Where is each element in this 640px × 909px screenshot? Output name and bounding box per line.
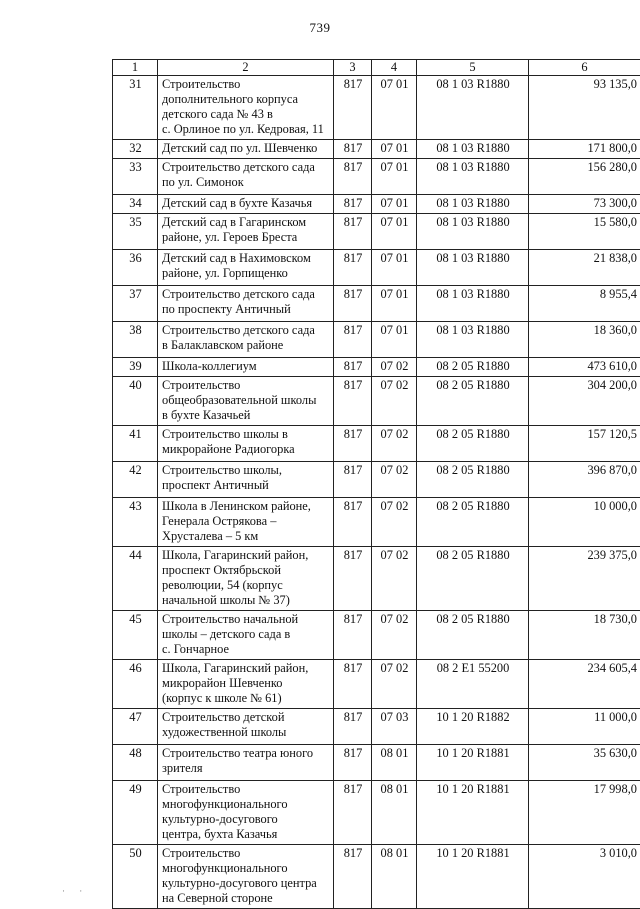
section-code: 08 01 [372,781,417,845]
object-name: Строительство театра юного зрителя [158,745,334,781]
admin-code: 817 [334,660,372,709]
target-article-code: 08 1 03 R1880 [417,214,529,250]
amount: 234 605,4 [529,660,640,709]
section-code: 07 02 [372,498,417,547]
row-number: 46 [113,660,158,709]
header-cell: 5 [417,60,529,76]
section-code: 07 01 [372,159,417,195]
amount: 21 838,0 [529,250,640,286]
target-article-code: 08 1 03 R1880 [417,159,529,195]
target-article-code: 08 2 05 R1880 [417,358,529,377]
amount: 396 870,0 [529,462,640,498]
row-number: 43 [113,498,158,547]
admin-code: 817 [334,611,372,660]
admin-code: 817 [334,286,372,322]
row-number: 32 [113,140,158,159]
table-row [113,462,640,498]
target-article-code: 08 2 05 R1880 [417,547,529,611]
table-row [113,322,640,358]
target-article-code: 08 1 03 R1880 [417,322,529,358]
object-name: Школа, Гагаринский район, проспект Октябрьской революции, 54 (корпус начальной школы № 37) [158,547,334,611]
header-cell: 6 [529,60,640,76]
target-article-code: 08 1 03 R1880 [417,76,529,140]
section-code: 07 02 [372,358,417,377]
table-row [113,660,640,709]
object-name: Детский сад в Гагаринском районе, ул. Героев Бреста [158,214,334,250]
amount: 8 955,4 [529,286,640,322]
header-cell: 4 [372,60,417,76]
target-article-code: 08 2 05 R1880 [417,377,529,426]
row-number: 38 [113,322,158,358]
admin-code: 817 [334,377,372,426]
object-name: Детский сад в Нахимовском районе, ул. Горпищенко [158,250,334,286]
admin-code: 817 [334,76,372,140]
table-row [113,498,640,547]
amount: 10 000,0 [529,498,640,547]
row-number: 35 [113,214,158,250]
table-row [113,426,640,462]
target-article-code: 08 1 03 R1880 [417,250,529,286]
object-name: Строительство детского сада по проспекту Античный [158,286,334,322]
amount: 18 360,0 [529,322,640,358]
header-cell: 1 [113,60,158,76]
table-row [113,358,640,377]
section-code: 07 02 [372,611,417,660]
admin-code: 817 [334,358,372,377]
amount: 473 610,0 [529,358,640,377]
section-code: 07 01 [372,76,417,140]
scan-specks: · · [62,886,88,896]
row-number: 34 [113,195,158,214]
target-article-code: 10 1 20 R1881 [417,845,529,909]
target-article-code: 10 1 20 R1881 [417,745,529,781]
table-row [113,286,640,322]
admin-code: 817 [334,426,372,462]
admin-code: 817 [334,462,372,498]
amount: 15 580,0 [529,214,640,250]
row-number: 41 [113,426,158,462]
amount: 17 998,0 [529,781,640,845]
row-number: 49 [113,781,158,845]
target-article-code: 08 2 05 R1880 [417,426,529,462]
section-code: 07 01 [372,322,417,358]
row-number: 44 [113,547,158,611]
amount: 18 730,0 [529,611,640,660]
target-article-code: 08 2 05 R1880 [417,611,529,660]
amount: 3 010,0 [529,845,640,909]
object-name: Строительство начальной школы – детского сада в с. Гончарное [158,611,334,660]
target-article-code: 10 1 20 R1882 [417,709,529,745]
section-code: 07 01 [372,286,417,322]
admin-code: 817 [334,709,372,745]
row-number: 47 [113,709,158,745]
object-name: Школа, Гагаринский район, микрорайон Шевченко (корпус к школе № 61) [158,660,334,709]
section-code: 08 01 [372,845,417,909]
section-code: 07 01 [372,214,417,250]
section-code: 07 02 [372,660,417,709]
object-name: Строительство детского сада по ул. Симонок [158,159,334,195]
amount: 35 630,0 [529,745,640,781]
target-article-code: 08 2 05 R1880 [417,462,529,498]
target-article-code: 08 2 E1 55200 [417,660,529,709]
amount: 93 135,0 [529,76,640,140]
table-row [113,76,640,140]
amount: 11 000,0 [529,709,640,745]
page-number: 739 [0,20,640,36]
amount: 73 300,0 [529,195,640,214]
table-row [113,611,640,660]
header-cell: 2 [158,60,334,76]
target-article-code: 08 1 03 R1880 [417,286,529,322]
target-article-code: 08 1 03 R1880 [417,140,529,159]
table-row [113,709,640,745]
section-code: 07 01 [372,250,417,286]
object-name: Детский сад по ул. Шевченко [158,140,334,159]
object-name: Строительство общеобразовательной школы в бухте Казачьей [158,377,334,426]
row-number: 31 [113,76,158,140]
target-article-code: 10 1 20 R1881 [417,781,529,845]
table-row [113,140,640,159]
amount: 156 280,0 [529,159,640,195]
row-number: 42 [113,462,158,498]
section-code: 07 01 [372,140,417,159]
section-code: 07 02 [372,426,417,462]
object-name: Школа-коллегиум [158,358,334,377]
table-row [113,845,640,909]
header-row [113,60,640,76]
row-number: 45 [113,611,158,660]
table-row [113,547,640,611]
object-name: Строительство школы в микрорайоне Радиогорка [158,426,334,462]
admin-code: 817 [334,547,372,611]
object-name: Строительство школы, проспект Античный [158,462,334,498]
admin-code: 817 [334,250,372,286]
section-code: 07 03 [372,709,417,745]
row-number: 37 [113,286,158,322]
amount: 157 120,5 [529,426,640,462]
object-name: Строительство детской художественной школы [158,709,334,745]
section-code: 07 01 [372,195,417,214]
budget-table [112,59,640,909]
row-number: 39 [113,358,158,377]
object-name: Строительство дополнительного корпуса детского сада № 43 в с. Орлиное по ул. Кедровая, 11 [158,76,334,140]
section-code: 07 02 [372,462,417,498]
row-number: 36 [113,250,158,286]
row-number: 50 [113,845,158,909]
row-number: 40 [113,377,158,426]
section-code: 08 01 [372,745,417,781]
admin-code: 817 [334,159,372,195]
object-name: Строительство многофункционального культурно-досугового центра, бухта Казачья [158,781,334,845]
object-name: Строительство многофункционального культурно-досугового центра на Северной стороне [158,845,334,909]
target-article-code: 08 2 05 R1880 [417,498,529,547]
object-name: Школа в Ленинском районе, Генерала Острякова – Хрусталева – 5 км [158,498,334,547]
admin-code: 817 [334,781,372,845]
table-row [113,195,640,214]
admin-code: 817 [334,845,372,909]
admin-code: 817 [334,195,372,214]
admin-code: 817 [334,745,372,781]
row-number: 48 [113,745,158,781]
admin-code: 817 [334,322,372,358]
admin-code: 817 [334,140,372,159]
table-row [113,781,640,845]
amount: 304 200,0 [529,377,640,426]
amount: 239 375,0 [529,547,640,611]
target-article-code: 08 1 03 R1880 [417,195,529,214]
object-name: Детский сад в бухте Казачья [158,195,334,214]
section-code: 07 02 [372,377,417,426]
table-row [113,250,640,286]
admin-code: 817 [334,498,372,547]
table-row [113,159,640,195]
table-row [113,377,640,426]
table-row [113,745,640,781]
amount: 171 800,0 [529,140,640,159]
admin-code: 817 [334,214,372,250]
object-name: Строительство детского сада в Балаклавском районе [158,322,334,358]
header-cell: 3 [334,60,372,76]
table-row [113,214,640,250]
row-number: 33 [113,159,158,195]
section-code: 07 02 [372,547,417,611]
